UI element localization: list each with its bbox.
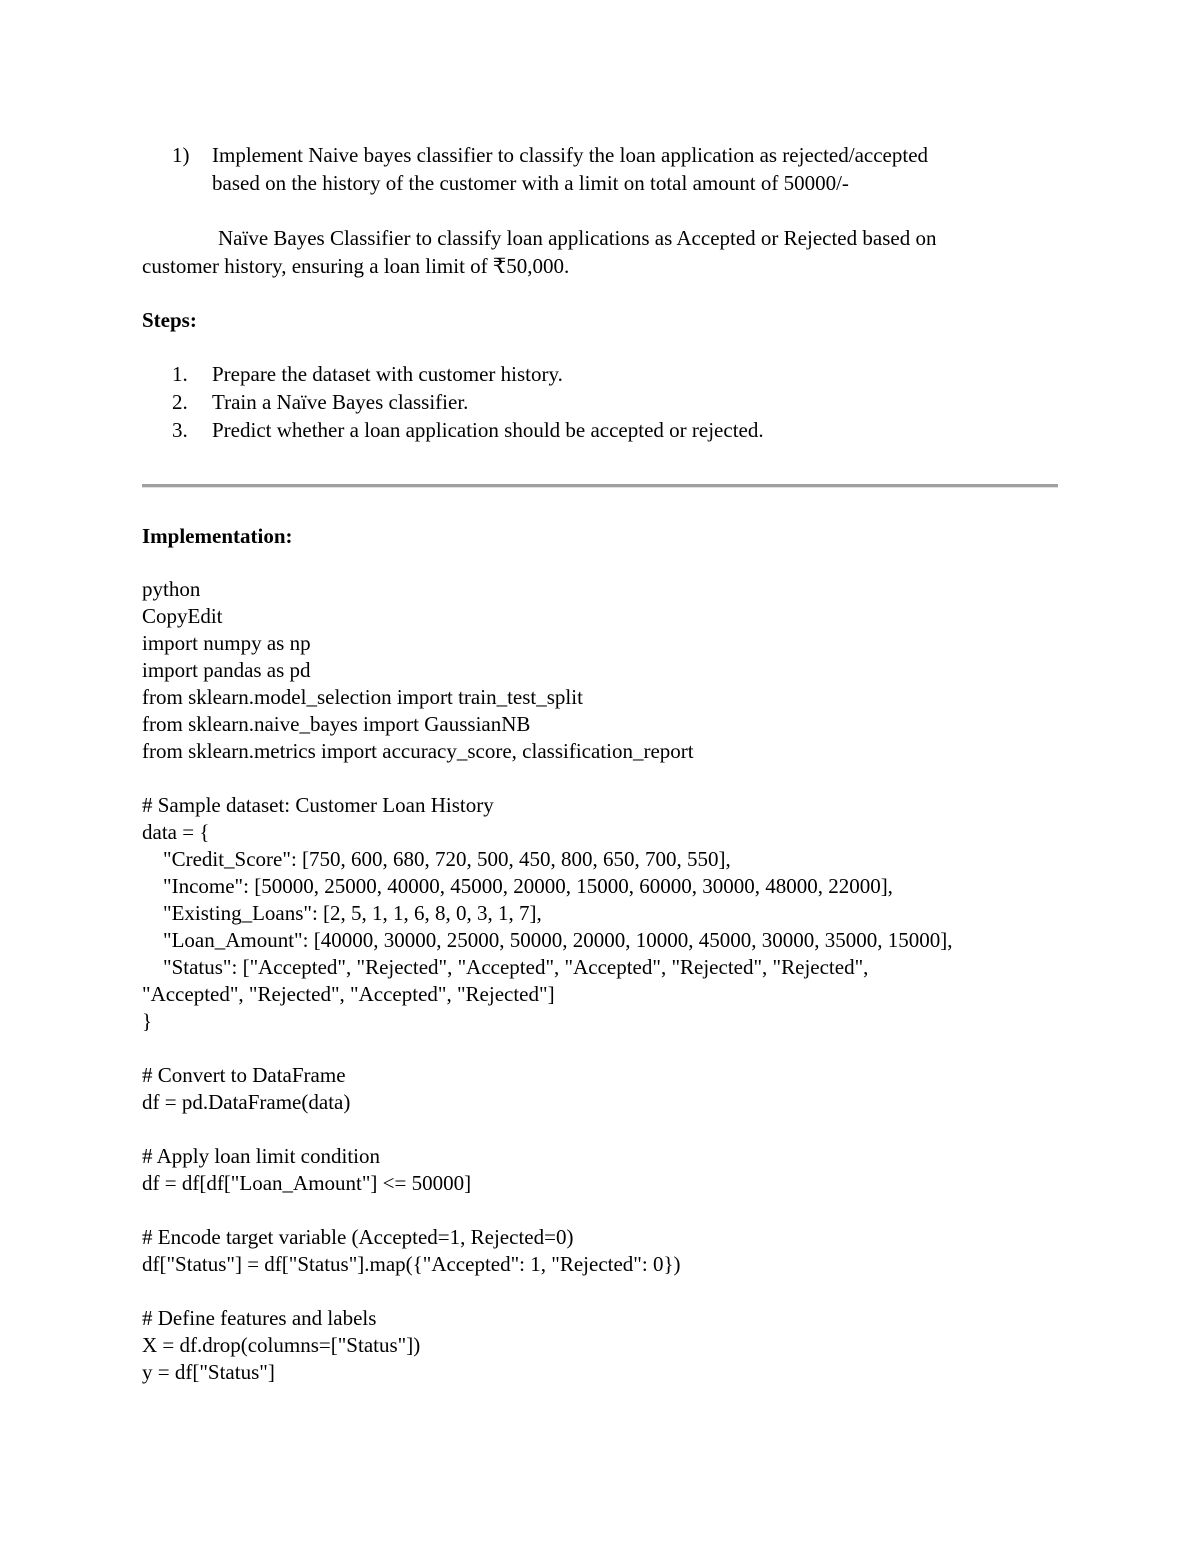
code-line: data = {	[142, 820, 210, 844]
step-item	[172, 388, 764, 416]
step-text: Train a Naïve Bayes classifier.	[212, 390, 469, 414]
code-line: "Loan_Amount": [40000, 30000, 25000, 50000, 20000, 10000, 45000, 30000, 35000, 15000],	[142, 928, 953, 952]
intro-line-2: customer history, ensuring a loan limit of ₹50,000.	[142, 254, 570, 278]
step-number: 2.	[172, 390, 188, 414]
code-line: "Income": [50000, 25000, 40000, 45000, 20000, 15000, 60000, 30000, 48000, 22000],	[142, 874, 893, 898]
intro-line-1: Naïve Bayes Classifier to classify loan applications as Accepted or Rejected based on	[218, 226, 937, 250]
step-number: 1.	[172, 362, 188, 386]
code-line: # Convert to DataFrame	[142, 1063, 346, 1087]
step-item	[172, 416, 764, 444]
code-blank-line	[142, 765, 1142, 792]
copy-edit-label[interactable]: CopyEdit	[142, 604, 223, 628]
code-line: # Sample dataset: Customer Loan History	[142, 793, 494, 817]
code-line: df = pd.DataFrame(data)	[142, 1090, 351, 1114]
implementation-heading: Implementation:	[142, 524, 293, 548]
code-line: y = df["Status"]	[142, 1360, 275, 1384]
intro-paragraph	[142, 224, 1042, 280]
code-line: import pandas as pd	[142, 658, 311, 682]
step-item	[172, 360, 764, 388]
code-line: # Encode target variable (Accepted=1, Rejected=0)	[142, 1225, 574, 1249]
code-block	[142, 576, 1142, 1386]
code-line: "Status": ["Accepted", "Rejected", "Accepted", "Accepted", "Rejected", "Rejected",	[142, 955, 869, 979]
question-line-1: Implement Naive bayes classifier to classify the loan application as rejected/accepted	[212, 143, 929, 167]
code-line: df["Status"] = df["Status"].map({"Accepted": 1, "Rejected": 0})	[142, 1252, 681, 1276]
code-line: "Credit_Score": [750, 600, 680, 720, 500, 450, 800, 650, 700, 550],	[142, 847, 731, 871]
code-line: "Accepted", "Rejected", "Accepted", "Rejected"]	[142, 982, 555, 1006]
steps-heading: Steps:	[142, 308, 197, 332]
question-text	[212, 141, 1052, 197]
code-line: df = df[df["Loan_Amount"] <= 50000]	[142, 1171, 472, 1195]
step-text: Predict whether a loan application should be accepted or rejected.	[212, 418, 764, 442]
code-line: # Apply loan limit condition	[142, 1144, 380, 1168]
code-line: "Existing_Loans": [2, 5, 1, 1, 6, 8, 0, 3, 1, 7],	[142, 901, 542, 925]
code-language-label: python	[142, 577, 201, 601]
code-line: X = df.drop(columns=["Status"])	[142, 1333, 421, 1357]
code-line: }	[142, 1009, 153, 1033]
code-blank-line	[142, 1035, 1142, 1062]
code-line: import numpy as np	[142, 631, 311, 655]
code-blank-line	[142, 1278, 1142, 1305]
steps-list	[172, 360, 764, 444]
step-text: Prepare the dataset with customer history.	[212, 362, 563, 386]
code-blank-line	[142, 1197, 1142, 1224]
code-line: # Define features and labels	[142, 1306, 377, 1330]
question-line-2: based on the history of the customer with a limit on total amount of 50000/-	[212, 171, 849, 195]
horizontal-divider	[142, 484, 1058, 488]
code-blank-line	[142, 1116, 1142, 1143]
code-line: from sklearn.metrics import accuracy_score, classification_report	[142, 739, 694, 763]
step-number: 3.	[172, 418, 188, 442]
question-number: 1)	[172, 143, 190, 167]
code-line: from sklearn.model_selection import train_test_split	[142, 685, 583, 709]
code-line: from sklearn.naive_bayes import GaussianNB	[142, 712, 531, 736]
